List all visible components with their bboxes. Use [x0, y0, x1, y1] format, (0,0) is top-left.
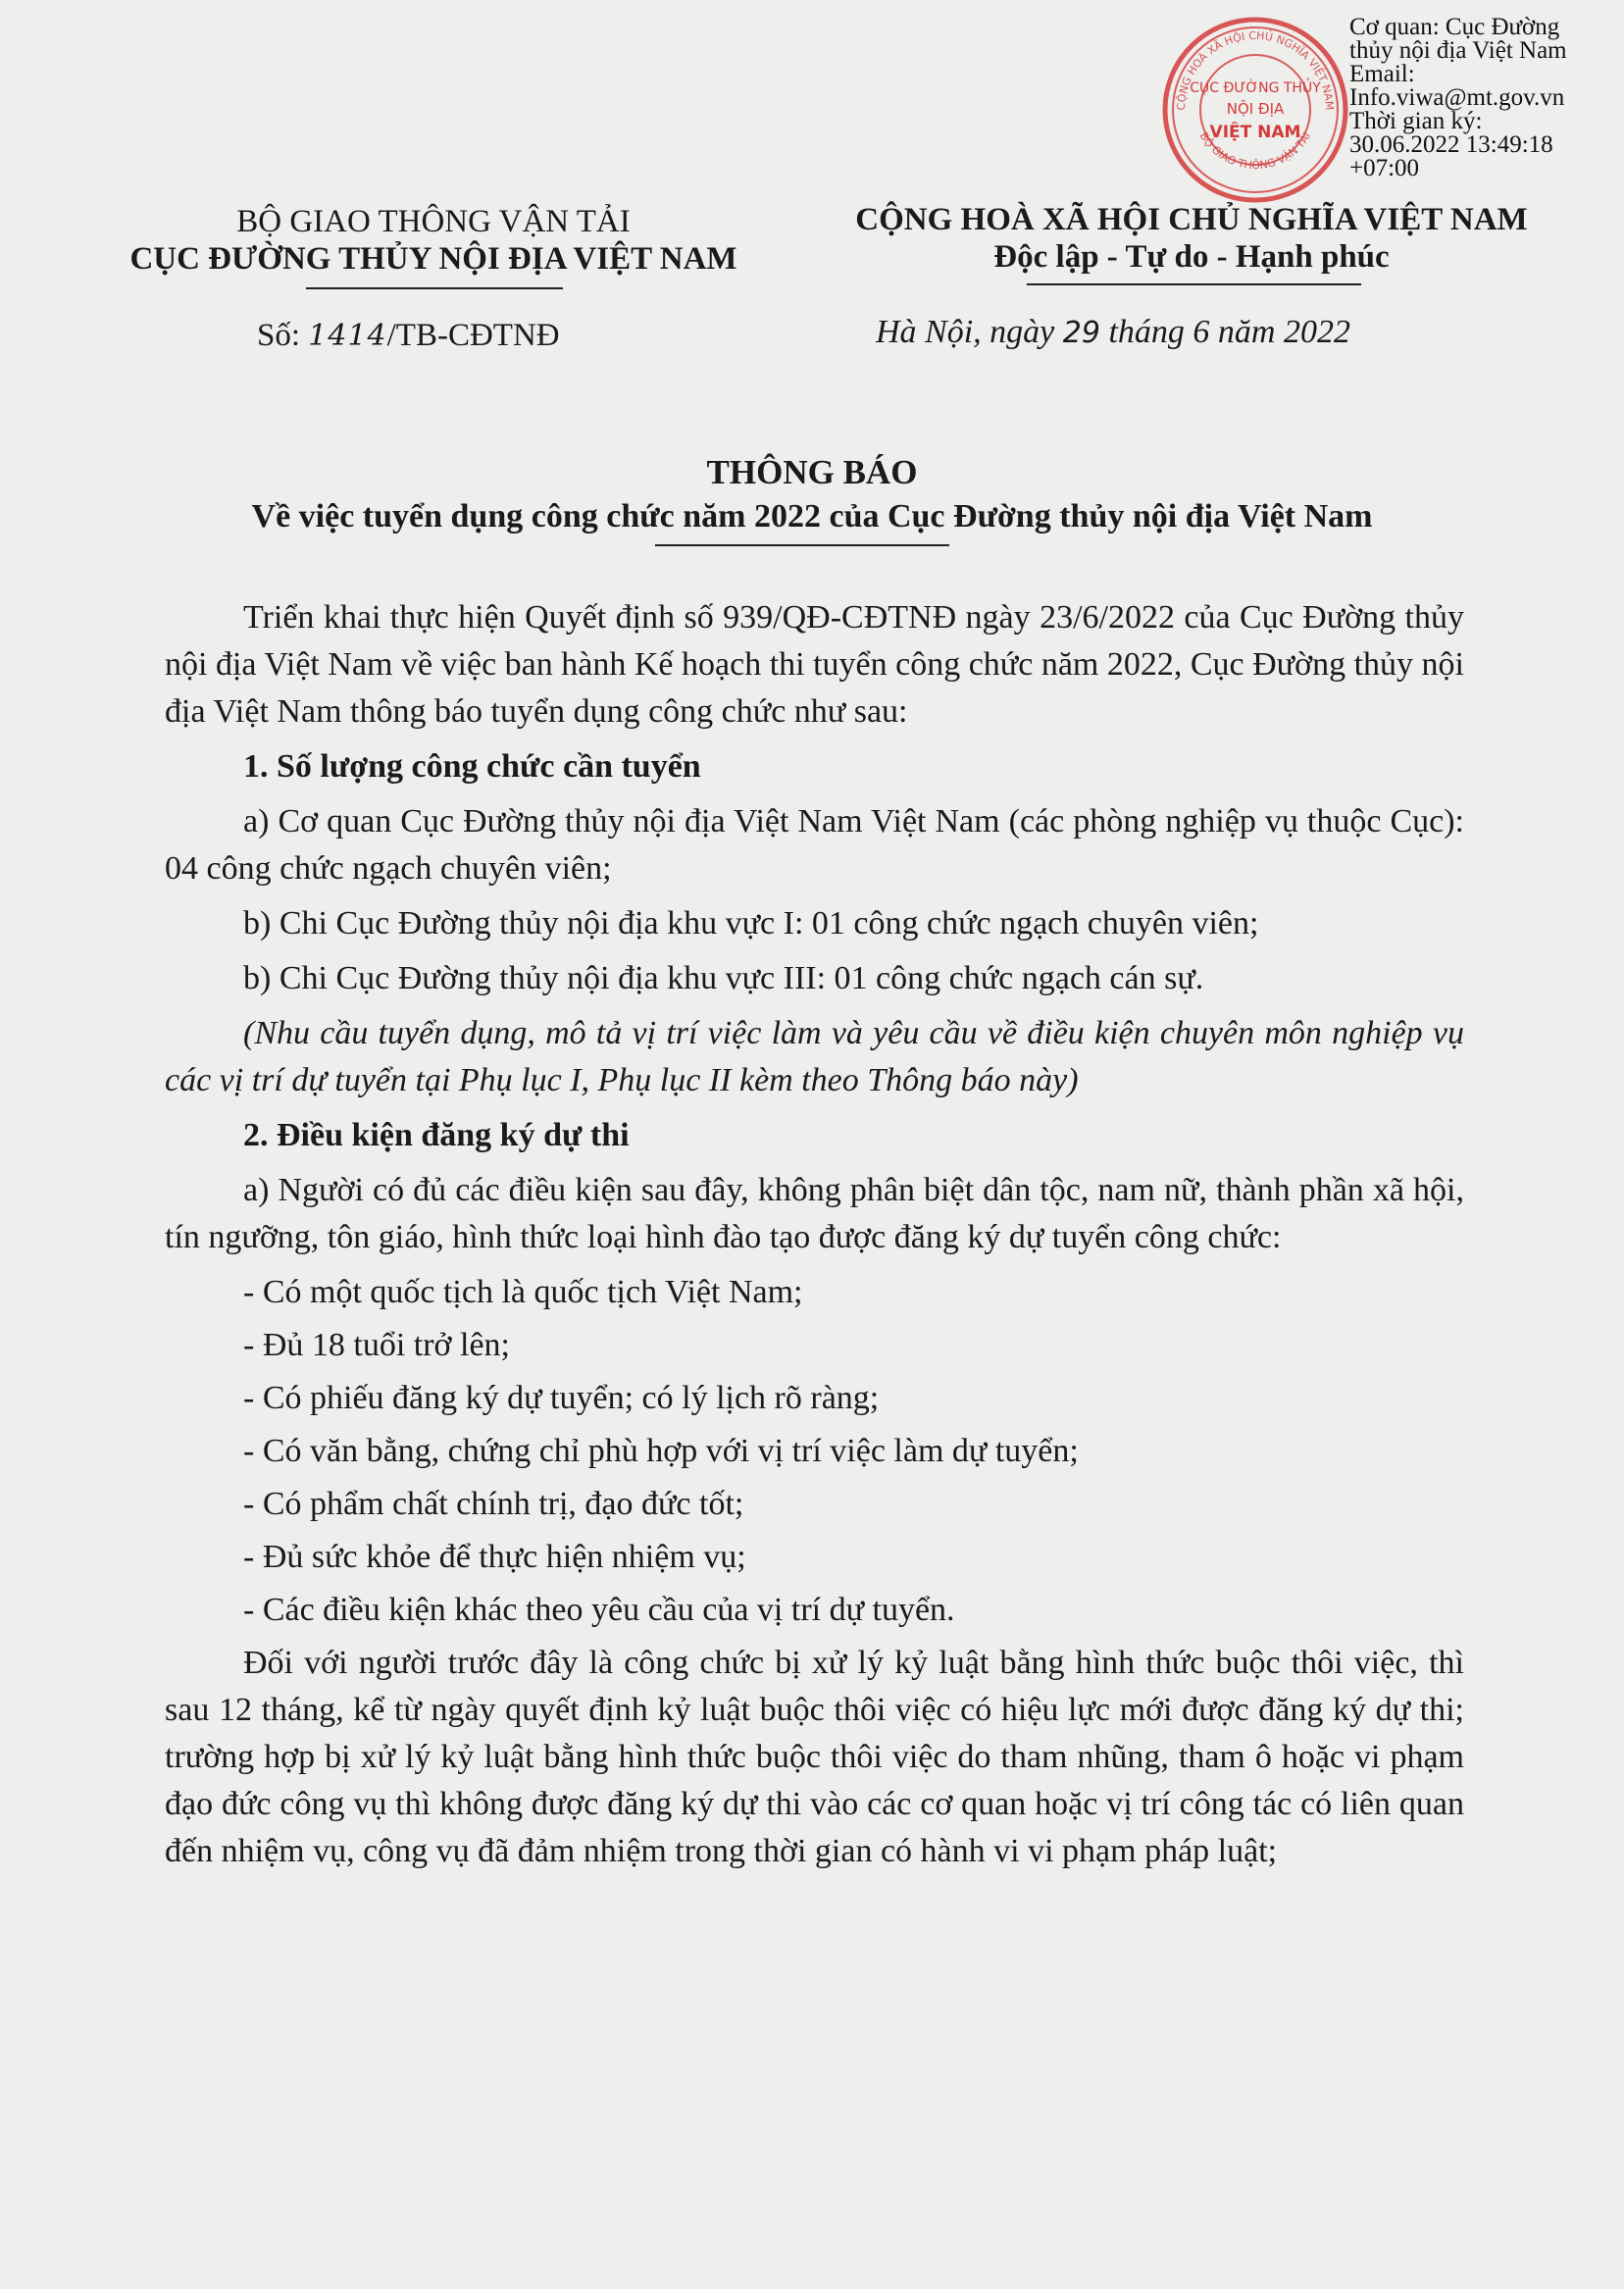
date-day-handwritten: 29 — [1062, 316, 1100, 350]
paragraph: a) Người có đủ các điều kiện sau đây, không phân biệt dân tộc, nam nữ, thành phần xã hội, tín ngưỡng, tôn giáo, hình thức loại hình đào tạo được đăng ký dự tuyển công chức: — [165, 1172, 1464, 1255]
signature-line: Cơ quan: Cục Đường — [1349, 14, 1560, 40]
paragraph: Triển khai thực hiện Quyết định số 939/QĐ-CĐTNĐ ngày 23/6/2022 của Cục Đường thủy nội địa Việt Nam về việc ban hành Kế hoạch thi tuyển công chức năm 2022, Cục Đường thủy nội địa Việt Nam thông báo tuyển dụng công chức như sau: — [165, 599, 1464, 730]
list-item: - Có văn bằng, chứng chỉ phù hợp với vị trí việc làm dự tuyển; — [243, 1433, 1079, 1469]
date-prefix: Hà Nội, ngày — [876, 314, 1063, 350]
svg-text:NỘI ĐỊA: NỘI ĐỊA — [1226, 100, 1285, 118]
list-item: - Đủ 18 tuổi trở lên; — [243, 1327, 510, 1363]
national-title: CỘNG HOÀ XÃ HỘI CHỦ NGHĨA VIỆT NAM — [855, 202, 1528, 237]
national-motto: Độc lập - Tự do - Hạnh phúc — [993, 239, 1390, 275]
paragraph: a) Cơ quan Cục Đường thủy nội địa Việt Nam Việt Nam (các phòng nghiệp vụ thuộc Cục): 04 công chức ngạch chuyên viên; — [165, 803, 1464, 887]
paragraph: b) Chi Cục Đường thủy nội địa khu vực III: 01 công chức ngạch cán sự. — [243, 960, 1204, 996]
document-number-prefix: Số: — [257, 318, 309, 353]
list-item: - Có phẩm chất chính trị, đạo đức tốt; — [243, 1486, 744, 1522]
signature-line: 30.06.2022 13:49:18 — [1349, 131, 1553, 158]
list-item: - Đủ sức khỏe để thực hiện nhiệm vụ; — [243, 1539, 746, 1575]
document-number — [257, 318, 560, 354]
document-title: THÔNG BÁO — [706, 453, 918, 491]
paragraph: b) Chi Cục Đường thủy nội địa khu vực I: 01 công chức ngạch chuyên viên; — [243, 905, 1259, 941]
signature-line: thủy nội địa Việt Nam — [1349, 37, 1567, 64]
svg-text:BỘ GIAO THÔNG VẬN TẢI: BỘ GIAO THÔNG VẬN TẢI — [1196, 129, 1314, 173]
document-subtitle: Về việc tuyển dụng công chức năm 2022 của Cục Đường thủy nội địa Việt Nam — [251, 498, 1373, 534]
list-item: - Các điều kiện khác theo yêu cầu của vị trí dự tuyển. — [243, 1592, 955, 1628]
document-number-handwritten: 1414 — [308, 319, 387, 353]
official-seal — [1159, 14, 1351, 206]
list-item: - Có một quốc tịch là quốc tịch Việt Nam; — [243, 1274, 803, 1310]
date-suffix: tháng 6 năm 2022 — [1099, 314, 1350, 350]
department-underline — [306, 287, 563, 289]
paragraph: Đối với người trước đây là công chức bị xử lý kỷ luật bằng hình thức buộc thôi việc, thì sau 12 tháng, kể từ ngày quyết định kỷ luật buộc thôi việc có hiệu lực mới được đăng ký dự thi; trường hợp bị xử lý kỷ luật bằng hình thức buộc thôi việc do tham nhũng, tham ô hoặc vi phạm đạo đức công vụ thì không được đăng ký dự thi vào các cơ quan hoặc vị trí công tác có liên quan đến nhiệm vụ, công vụ đã đảm nhiệm trong thời gian có hành vi vi phạm pháp luật; — [165, 1645, 1464, 1869]
signature-line: Info.viwa@mt.gov.vn — [1349, 84, 1565, 111]
signature-line: Thời gian ký: — [1349, 108, 1483, 134]
department-name: CỤC ĐƯỜNG THỦY NỘI ĐỊA VIỆT NAM — [129, 241, 737, 277]
svg-text:VIỆT NAM: VIỆT NAM — [1209, 123, 1301, 142]
document-number-suffix: /TB-CĐTNĐ — [386, 318, 560, 353]
title-underline — [655, 544, 949, 546]
digital-signature-info — [1349, 16, 1614, 180]
section-heading: 2. Điều kiện đăng ký dự thi — [243, 1117, 630, 1153]
document-body — [165, 594, 1464, 1883]
list-item: - Có phiếu đăng ký dự tuyển; có lý lịch rõ ràng; — [243, 1380, 880, 1416]
place-and-date — [876, 314, 1350, 351]
svg-text:CỤC ĐƯỜNG THỦY: CỤC ĐƯỜNG THỦY — [1190, 80, 1321, 96]
ministry-name: BỘ GIAO THÔNG VẬN TẢI — [236, 204, 631, 239]
motto-underline — [1027, 283, 1361, 285]
svg-text:CỘNG HOÀ XÃ HỘI CHỦ NGHĨA VIỆT: CỘNG HOÀ XÃ HỘI CHỦ NGHĨA VIỆT NAM — [1174, 28, 1337, 111]
signature-line: Email: — [1349, 61, 1415, 87]
signature-line: +07:00 — [1349, 155, 1420, 181]
paragraph: (Nhu cầu tuyển dụng, mô tả vị trí việc làm và yêu cầu về điều kiện chuyên môn nghiệp vụ các vị trí dự tuyển tại Phụ lục I, Phụ lục II kèm theo Thông báo này) — [165, 1015, 1464, 1098]
section-heading: 1. Số lượng công chức cần tuyển — [243, 748, 701, 785]
